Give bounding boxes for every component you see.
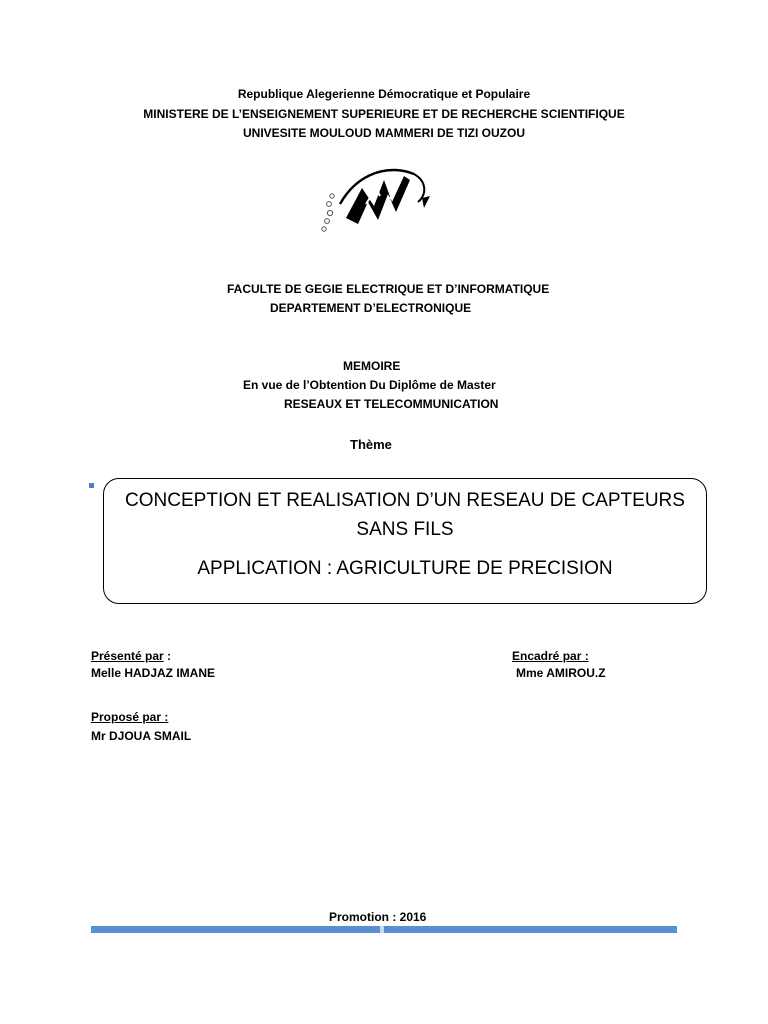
department-name: DEPARTEMENT D’ELECTRONIQUE [270,301,472,315]
theme-label: Thème [350,437,392,452]
header-republic: Republique Alegerienne Démocratique et Populaire [237,87,531,101]
presented-by-colon: : [163,649,172,663]
supervised-by-label: Encadré par : [512,649,589,663]
footer-rule-separator [380,926,384,933]
proposed-by-label: Proposé par : [91,710,169,724]
theme-title-line2: SANS FILS [356,519,454,540]
faculty-name: FACULTE DE GEGIE ELECTRIQUE ET D’INFORMATIQUE [227,282,550,296]
memoire-purpose: En vue de l’Obtention Du Diplôme de Master [243,378,496,392]
header-university: UNIVESITE MOULOUD MAMMERI DE TIZI OUZOU [243,126,525,140]
presented-by-name: Melle HADJAZ IMANE [91,666,216,680]
footer-rule [91,926,677,933]
header-ministry: MINISTERE DE L’ENSEIGNEMENT SUPERIEURE ET DE RECHERCHE SCIENTIFIQUE [143,107,625,121]
theme-title-line1: CONCEPTION ET REALISATION D’UN RESEAU DE CAPTEURS [125,490,685,511]
presented-by-label: Présenté par [91,649,164,663]
supervised-by-name: Mme AMIROU.Z [516,666,606,680]
presented-by-heading [91,649,171,663]
memoire-specialty: RESEAUX ET TELECOMMUNICATION [284,397,499,411]
proposed-by-name: Mr DJOUA SMAIL [91,729,192,743]
theme-title-box [103,478,707,604]
promotion-year: Promotion : 2016 [329,910,427,924]
university-logo [318,158,436,242]
theme-application: APPLICATION : AGRICULTURE DE PRECISION [197,558,613,579]
memoire-label: MEMOIRE [343,359,401,373]
bullet-marker [89,483,94,488]
